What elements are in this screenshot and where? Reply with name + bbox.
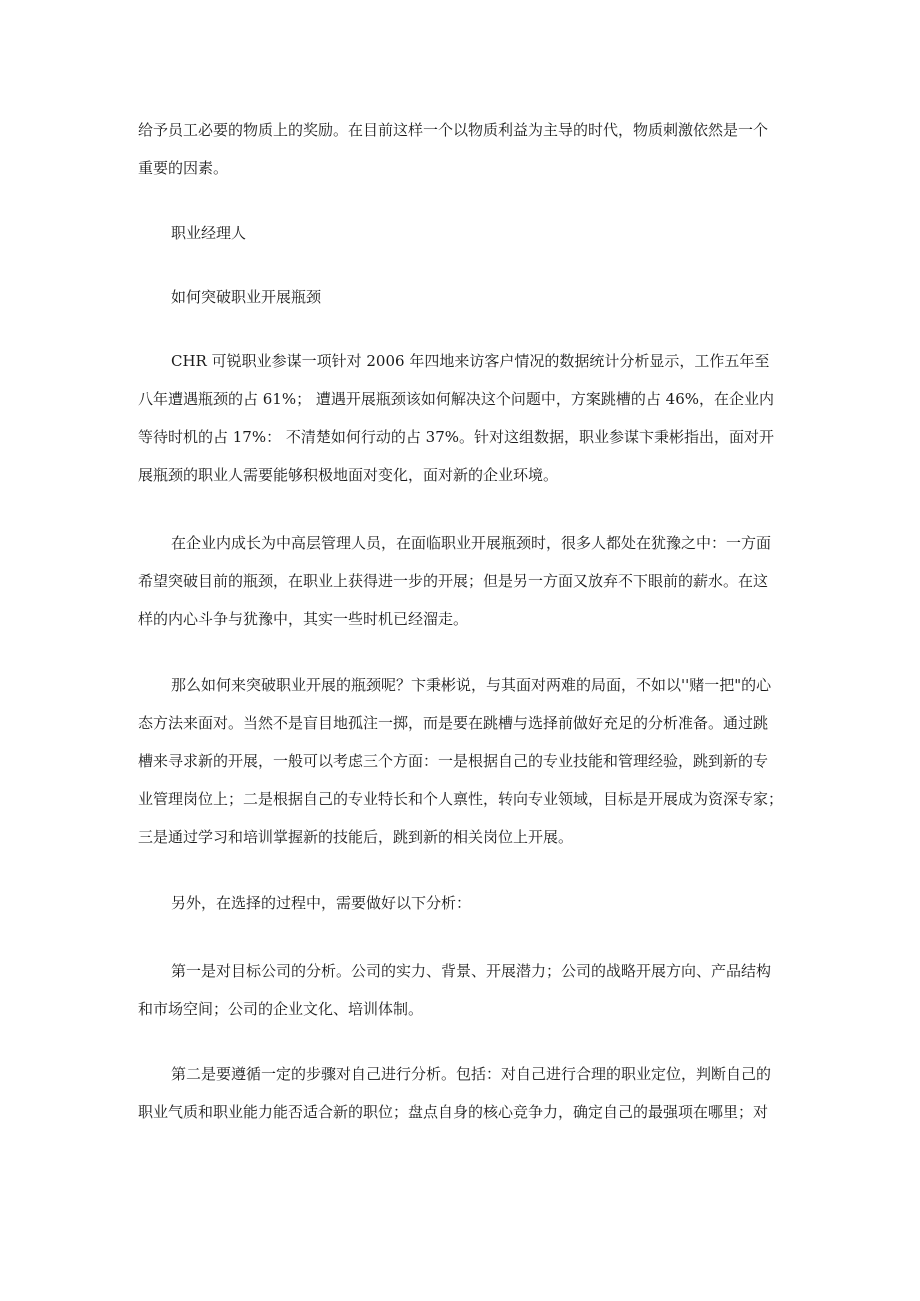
paragraph-6-line-5: 三是通过学习和培训掌握新的技能后，跳到新的相关岗位上开展。	[138, 828, 574, 846]
paragraph-6-line-3: 槽来寻求新的开展，一般可以考虑三个方面：一是根据自己的专业技能和管理经验，跳到新的专	[138, 752, 769, 770]
paragraph-4-line-2: 八年遭遇瓶颈的占 61%； 遭遇开展瓶颈该如何解决这个问题中，方案跳槽的占 46%，在企业内	[138, 390, 774, 408]
paragraph-6-line-2: 态方法来面对。当然不是盲目地孤注一掷，而是要在跳槽与选择前做好充足的分析准备。通过跳	[138, 714, 769, 732]
paragraph-4-line-1: CHR 可锐职业参谋一项针对 2006 年四地来访客户情况的数据统计分析显示，工作五年至	[171, 352, 770, 370]
article-title: 如何突破职业开展瓶颈	[171, 288, 322, 306]
paragraph-1-line-2: 重要的因素。	[138, 159, 229, 177]
paragraph-4-line-4: 展瓶颈的职业人需要能够积极地面对变化，面对新的企业环境。	[138, 466, 559, 484]
paragraph-1-line-1: 给予员工必要的物质上的奖励。在目前这样一个以物质利益为主导的时代，物质刺激依然是一个	[138, 121, 769, 139]
section-heading-professional-manager: 职业经理人	[171, 224, 247, 242]
paragraph-6-line-4: 业管理岗位上；二是根据自己的专业特长和个人禀性，转向专业领域，目标是开展成为资深专家；	[138, 790, 784, 808]
paragraph-8-line-1: 第一是对目标公司的分析。公司的实力、背景、开展潜力；公司的战略开展方向、产品结构	[171, 962, 772, 980]
paragraph-7-line-1: 另外，在选择的过程中，需要做好以下分析：	[171, 894, 472, 912]
paragraph-5-line-1: 在企业内成长为中高层管理人员，在面临职业开展瓶颈时，很多人都处在犹豫之中：一方面	[171, 534, 772, 552]
paragraph-5-line-2: 希望突破目前的瓶颈，在职业上获得进一步的开展；但是另一方面又放弃不下眼前的薪水。在这	[138, 572, 769, 590]
paragraph-8-line-2: 和市场空间；公司的企业文化、培训体制。	[138, 1000, 424, 1018]
paragraph-9-line-2: 职业气质和职业能力能否适合新的职位；盘点自身的核心竞争力，确定自己的最强项在哪里；对	[138, 1103, 769, 1121]
paragraph-4-line-3: 等待时机的占 17%： 不清楚如何行动的占 37%。针对这组数据，职业参谋卞秉彬指出，面对开	[138, 428, 774, 446]
paragraph-5-line-3: 样的内心斗争与犹豫中，其实一些时机已经溜走。	[138, 610, 469, 628]
paragraph-9-line-1: 第二是要遵循一定的步骤对自己进行分析。包括：对自己进行合理的职业定位，判断自己的	[171, 1065, 772, 1083]
paragraph-6-line-1: 那么如何来突破职业开展的瓶颈呢？卞秉彬说，与其面对两难的局面，不如以''赌一把"的心	[171, 676, 772, 694]
